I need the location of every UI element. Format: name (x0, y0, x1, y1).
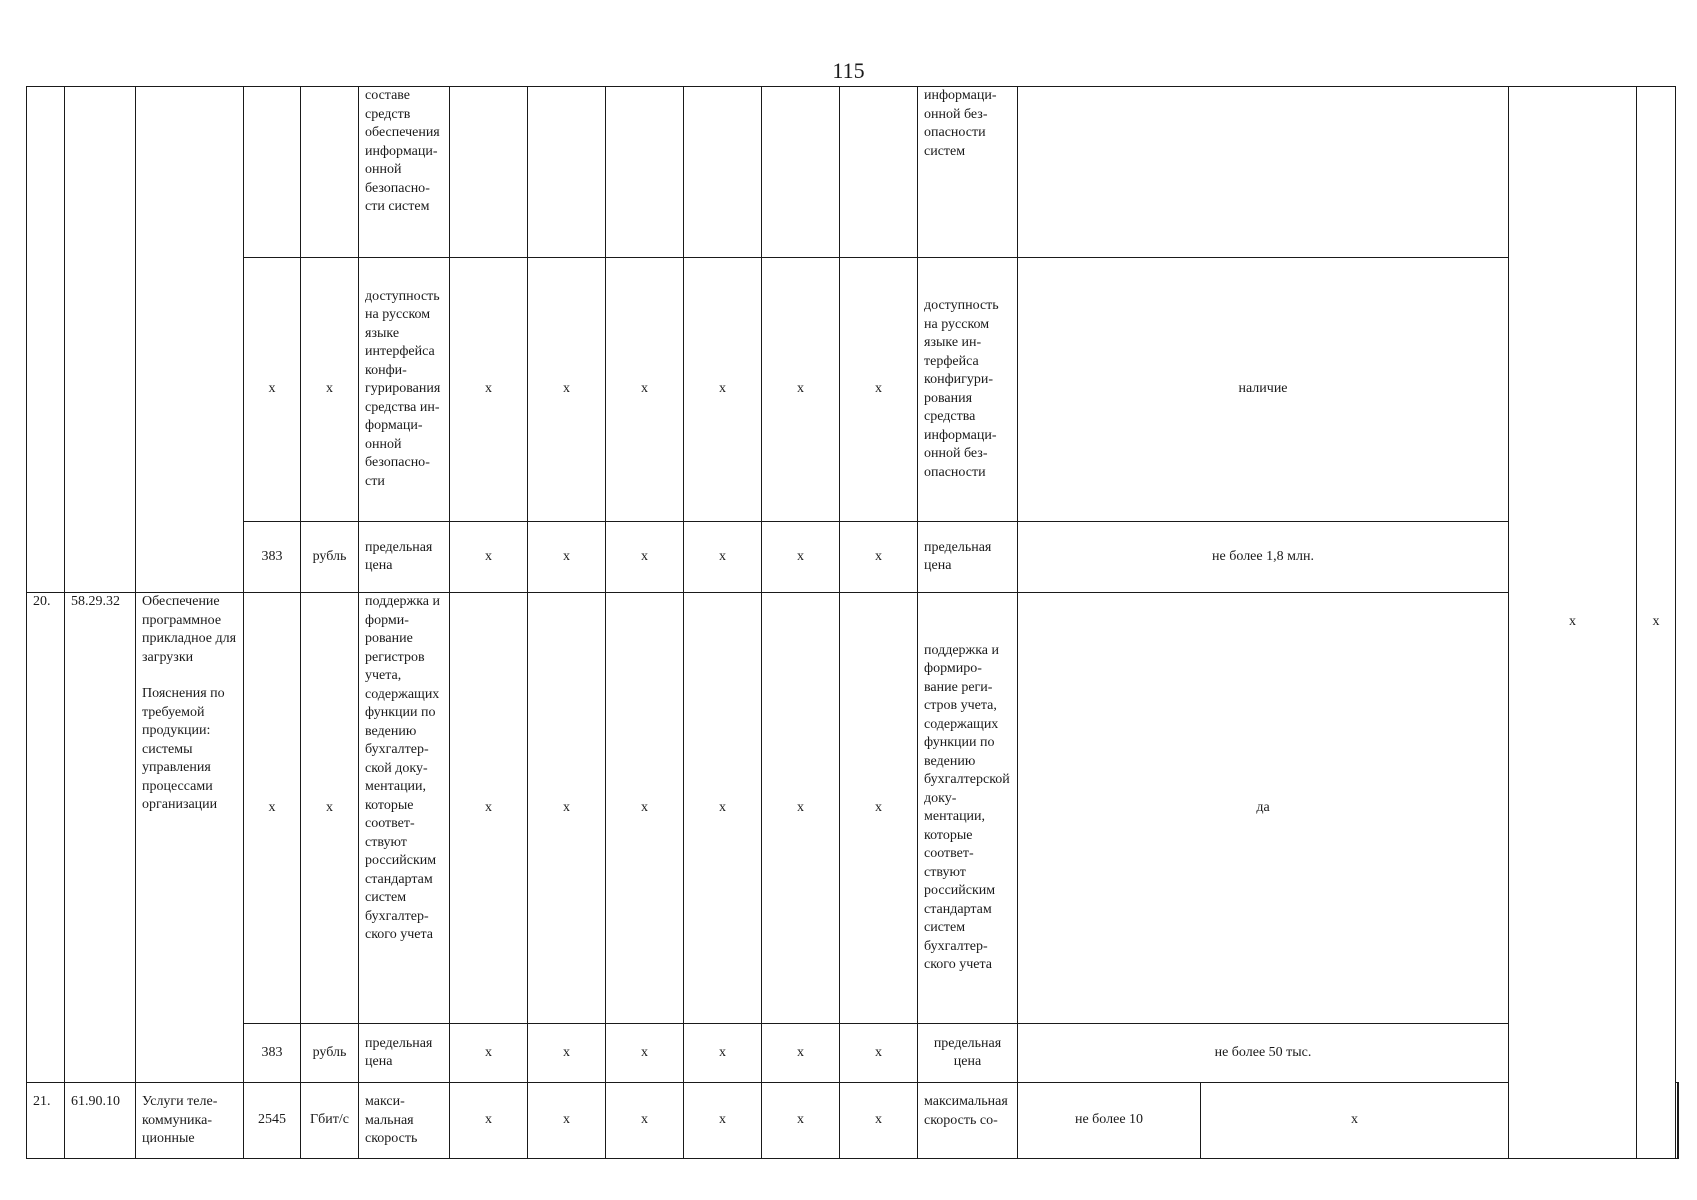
characteristic-value2-cell: х (1201, 1083, 1509, 1159)
table-row (27, 1083, 1679, 1159)
value-cell (528, 87, 606, 258)
characteristic-cell: предельная цена (359, 522, 450, 593)
value-cell (606, 87, 684, 258)
characteristic-name-cell: доступность на русском языке интерфейса конфигурирования средства информационной безопасности (918, 258, 1018, 522)
characteristic-cell: составе средств обеспечения информационной безопасности систем (359, 87, 450, 258)
value-cell (762, 87, 840, 258)
value-cell: х (528, 593, 606, 1024)
unit-cell: рубль (301, 1024, 359, 1083)
okei-code-cell: 383 (244, 522, 301, 593)
value-cell: х (762, 593, 840, 1024)
table-row (27, 522, 1679, 593)
characteristic-name-cell: максимальная скорость со- (918, 1083, 1018, 1159)
requirements-table (26, 86, 1679, 1159)
value-cell: х (684, 1024, 762, 1083)
characteristic-value-cell: наличие (1018, 258, 1509, 522)
row-number-cell (27, 87, 65, 593)
value-cell: х (450, 593, 528, 1024)
row-number-cell: 20. (27, 593, 65, 1083)
value-cell: х (528, 522, 606, 593)
characteristic-value-cell (1018, 87, 1509, 258)
value-cell: х (528, 1024, 606, 1083)
unit-cell (301, 87, 359, 258)
value-cell: х (450, 1083, 528, 1159)
value-cell: х (684, 258, 762, 522)
okei-code-cell: х (244, 258, 301, 522)
unit-cell: рубль (301, 522, 359, 593)
product-name-cell: Услуги телекоммуникационные (136, 1083, 244, 1159)
value-cell: х (840, 1083, 918, 1159)
value-cell: х (762, 1024, 840, 1083)
okpd-code-cell: 58.29.32 (65, 593, 136, 1083)
unit-cell: Гбит/с (301, 1083, 359, 1159)
value-cell (684, 87, 762, 258)
okei-code-cell (244, 87, 301, 258)
value-cell: х (606, 593, 684, 1024)
value-cell (840, 87, 918, 258)
table-row (27, 1024, 1679, 1083)
value-cell: х (606, 1024, 684, 1083)
value-cell: х (606, 1083, 684, 1159)
value-cell: х (450, 1024, 528, 1083)
value-cell: х (762, 1083, 840, 1159)
characteristic-cell: поддержка и формирование регистров учета, содержащих функции по ведению бухгалтерской документации, которые соответствуют российским стандартам систем бухгалтерского учета (359, 593, 450, 1024)
unit-cell: х (301, 258, 359, 522)
okpd-code-cell (65, 87, 136, 593)
product-name-cell (136, 87, 244, 593)
value-cell: х (684, 522, 762, 593)
characteristic-name-cell: поддержка и формирование регистров учета, содержащих функции по ведению бухгалтерской документации, которые соответствуют российским стандартам систем бухгалтерского учета (918, 593, 1018, 1024)
product-name: Обеспечение программное прикладное для загрузки (142, 594, 237, 665)
table-row (27, 593, 1679, 1024)
characteristic-name-cell: предельная цена (918, 1024, 1018, 1083)
product-name-cell (136, 593, 244, 1083)
value-cell: х (684, 593, 762, 1024)
value-cell: х (528, 258, 606, 522)
characteristic-value-cell: не более 10 (1018, 1083, 1201, 1159)
value-cell: х (840, 258, 918, 522)
value-cell: х (840, 593, 918, 1024)
value-cell: х (450, 258, 528, 522)
value-cell: х (528, 1083, 606, 1159)
okei-code-cell: 2545 (244, 1083, 301, 1159)
characteristic-cell: предельная цена (359, 1024, 450, 1083)
table-row (27, 258, 1679, 522)
extra-cell (1677, 1083, 1679, 1159)
characteristic-cell: максимальная скорость (359, 1083, 450, 1159)
characteristic-name-cell: информационной безопасности систем (918, 87, 1018, 258)
value-cell: х (840, 1024, 918, 1083)
value-cell: х (762, 522, 840, 593)
value-cell: х (606, 258, 684, 522)
value-cell: х (840, 522, 918, 593)
characteristic-value-cell: да (1018, 593, 1509, 1024)
value-cell: х (450, 522, 528, 593)
characteristic-name-cell: предельная цена (918, 522, 1018, 593)
row-number-cell: 21. (27, 1083, 65, 1159)
characteristic-value-cell: не более 50 тыс. (1018, 1024, 1509, 1083)
characteristic-value-cell: не более 1,8 млн. (1018, 522, 1509, 593)
okpd-code-cell: 61.90.10 (65, 1083, 136, 1159)
extra-cell: х (1509, 87, 1637, 1159)
okei-code-cell: 383 (244, 1024, 301, 1083)
value-cell: х (606, 522, 684, 593)
extra-cell: х (1637, 87, 1676, 1159)
characteristic-cell: доступность на русском языке интерфейса конфигурирования средства информационной безопасности (359, 258, 450, 522)
value-cell (450, 87, 528, 258)
okei-code-cell: х (244, 593, 301, 1024)
table-row (27, 87, 1679, 258)
value-cell: х (684, 1083, 762, 1159)
product-note: Пояснения по требуемой продукции: системы управления процессами организации (142, 686, 225, 812)
unit-cell: х (301, 593, 359, 1024)
page-number: 115 (832, 58, 865, 83)
value-cell: х (762, 258, 840, 522)
